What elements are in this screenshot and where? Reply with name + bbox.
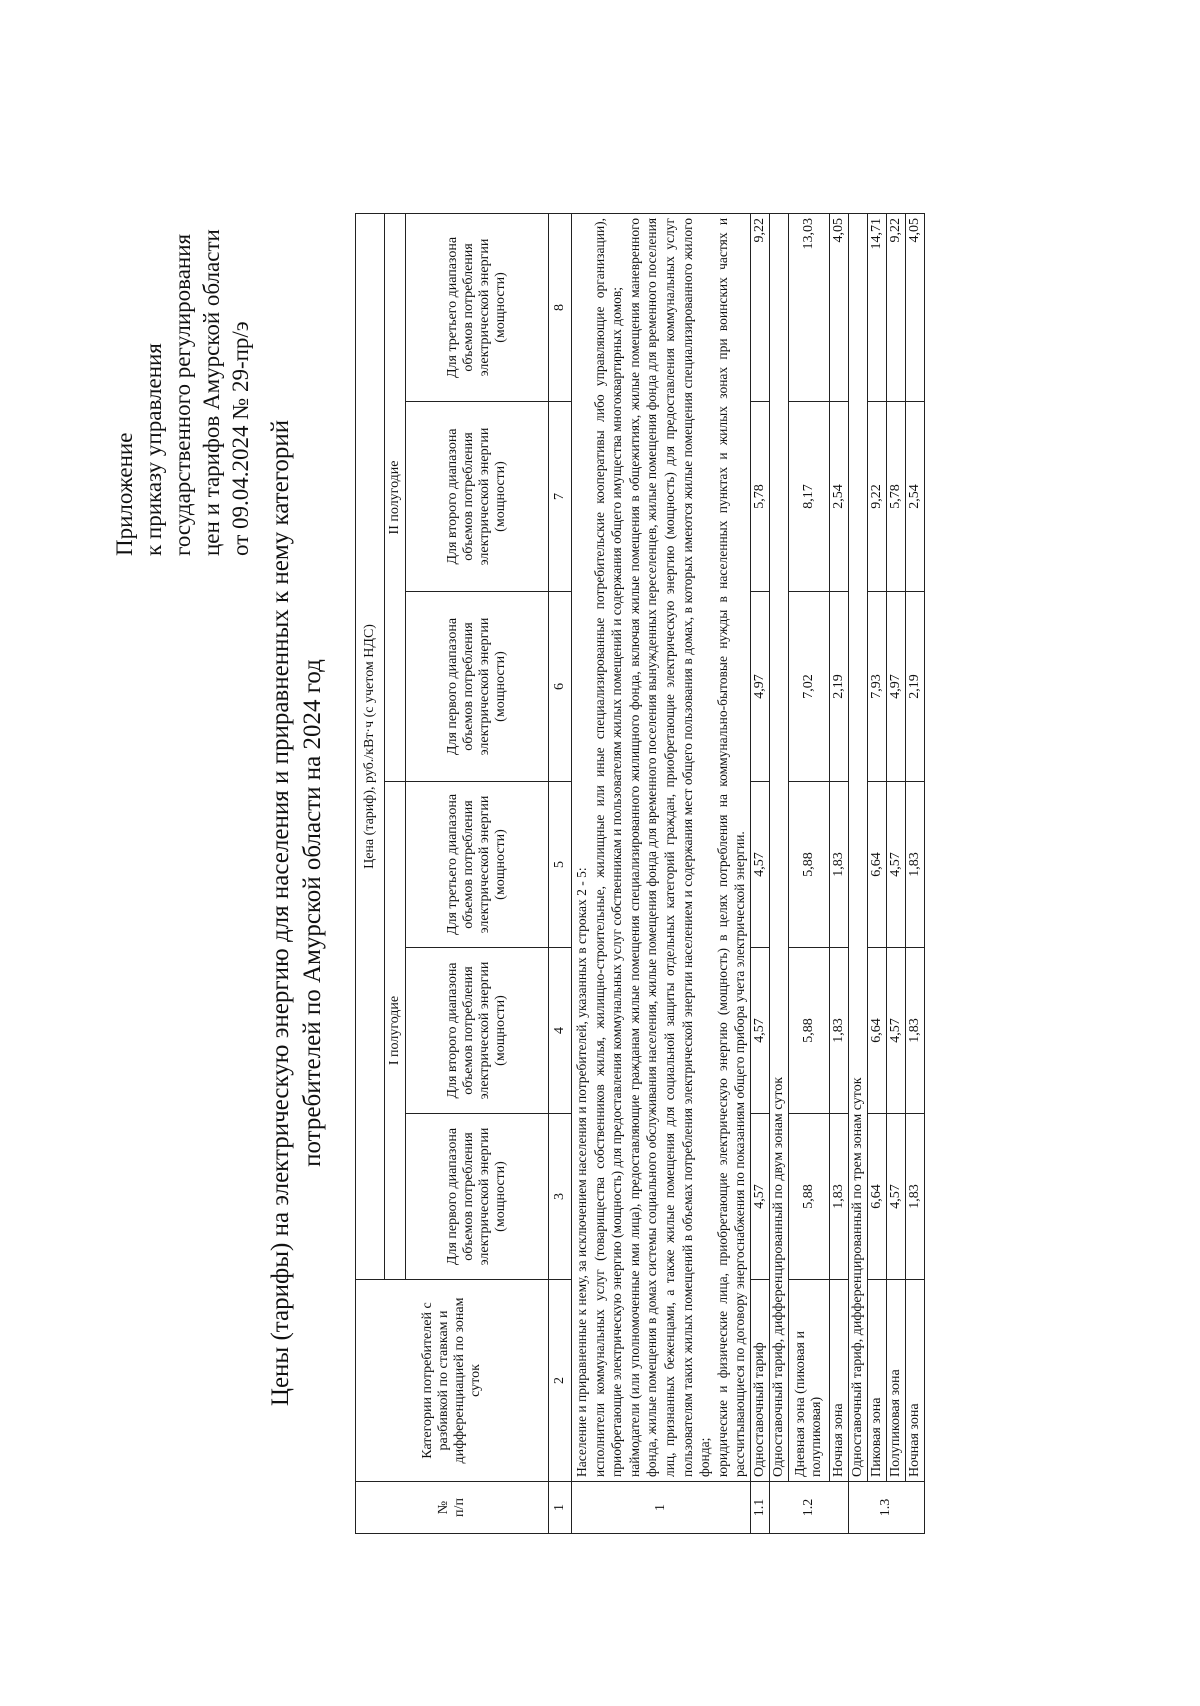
appendix-line: Приложение [112, 432, 137, 556]
appendix-line: государственного регулирования [170, 233, 195, 556]
row-1-2-header: Одноставочный тариф, дифференцированный по двум зонам суток [769, 213, 788, 1481]
column-number: 8 [549, 213, 572, 401]
column-number: 2 [549, 1280, 572, 1482]
header-sub-5: Для третьего диапазона объемов потребления электрической энергии (мощности) [406, 782, 549, 948]
table-cell: 5,88 [788, 1114, 829, 1280]
table-cell: 7,93 [867, 592, 886, 782]
header-half-2: II полугодие [385, 213, 406, 781]
header-half-1: I полугодие [385, 782, 406, 1280]
appendix-block [110, 229, 255, 556]
table-cell: 5,88 [788, 782, 829, 948]
zone-label: Пиковая зона [867, 1280, 886, 1482]
table-cell: 6,64 [867, 782, 886, 948]
column-number: 1 [549, 1482, 572, 1534]
header-sub-8: Для третьего диапазона объемов потребления электрической энергии (мощности) [406, 213, 549, 401]
table-cell: 5,78 [886, 402, 905, 592]
column-number: 5 [549, 782, 572, 948]
header-sub-6: Для первого диапазона объемов потребления электрической энергии (мощности) [406, 592, 549, 782]
header-no: № п/п [356, 1482, 549, 1534]
table-cell: 1,83 [829, 948, 848, 1114]
table-cell: 4,97 [750, 592, 769, 782]
table-cell: 5,88 [788, 948, 829, 1114]
table-cell: 7,02 [788, 592, 829, 782]
zone-label: Дневная зона (пиковая и полупиковая) [788, 1280, 829, 1482]
table-cell: 2,54 [905, 402, 924, 592]
header-category: Категории потребителей с разбивкой по ставкам и дифференциацией по зонам суток [356, 1280, 549, 1482]
table-cell: 5,78 [750, 402, 769, 592]
table-cell: 1,83 [905, 948, 924, 1114]
description-paragraph: Население и приравненные к нему, за исключением населения и потребителей, указанных в строках 2 - 5: [574, 867, 589, 1477]
table-cell: 4,57 [886, 782, 905, 948]
document-page [0, 120, 1200, 1706]
header-sub-4: Для второго диапазона объемов потребления электрической энергии (мощности) [406, 948, 549, 1114]
table-cell: 4,05 [829, 213, 848, 401]
title-line-1: Цены (тарифы) на электрическую энергию для населения и приравненных к нему категорий [267, 419, 294, 1407]
table-cell: 2,19 [829, 592, 848, 782]
header-price: Цена (тариф), руб./кВт·ч (с учетом НДС) [356, 213, 385, 1279]
table-cell: 1,83 [829, 782, 848, 948]
tariff-table [355, 213, 925, 1534]
zone-label: Ночная зона [905, 1280, 924, 1482]
row-1-2-no: 1.2 [769, 1482, 848, 1534]
group-1-no: 1 [572, 1482, 751, 1534]
appendix-line: к приказу управления [141, 343, 166, 556]
table-cell: 4,57 [886, 948, 905, 1114]
column-number: 6 [549, 592, 572, 782]
description-paragraph: юридические и физические лица, приобретающие электрическую энергию (мощность) в целях потребления на коммунально-бытовые нужды в населенных пунктах и жилых зонах при воинских частях и рассчитывающиеся по договору энергоснабжения по показаниям общего прибора учета электрической энергии. [714, 217, 748, 1477]
table-cell: 2,19 [905, 592, 924, 782]
table-cell: 2,54 [829, 402, 848, 592]
table-cell: 9,22 [750, 213, 769, 401]
table-cell: 14,71 [867, 213, 886, 401]
table-cell: 6,64 [867, 948, 886, 1114]
table-cell: 1,83 [829, 1114, 848, 1280]
table-cell: 9,22 [886, 213, 905, 401]
title-line-2: потребителей по Амурской области на 2024 год [299, 659, 326, 1167]
zone-label: Ночная зона [829, 1280, 848, 1482]
table-cell: 9,22 [867, 402, 886, 592]
row-1-1-no: 1.1 [750, 1482, 769, 1534]
table-cell: 4,57 [750, 782, 769, 948]
table-cell: 8,17 [788, 402, 829, 592]
description-paragraph: исполнители коммунальных услуг (товарищества собственников жилья, жилищно-строительные, жилищные или иные специализированные потребительские кооперативы либо управляющие организации), приобретающие электрическую энергию (мощность) для предоставления коммунальных услуг собственникам и пользователям жилых помещений и содержания общего имущества многоквартирных домов; [591, 217, 625, 1477]
document-title [265, 120, 329, 1706]
table-cell: 4,57 [886, 1114, 905, 1280]
zone-label: Полупиковая зона [886, 1280, 905, 1482]
row-1-3-header: Одноставочный тариф, дифференцированный по трем зонам суток [848, 213, 867, 1481]
column-number: 7 [549, 402, 572, 592]
row-1-1-label: Одноставочный тариф [750, 1280, 769, 1482]
appendix-line: от 09.04.2024 № 29-пр/э [228, 321, 253, 556]
table-cell: 4,57 [750, 948, 769, 1114]
table-cell: 6,64 [867, 1114, 886, 1280]
column-number: 4 [549, 948, 572, 1114]
table-cell: 4,57 [750, 1114, 769, 1280]
table-cell: 4,97 [886, 592, 905, 782]
table-cell: 1,83 [905, 782, 924, 948]
group-1-description [572, 213, 751, 1481]
description-paragraph: наймодатели (или уполномоченные ими лица), предоставляющие гражданам жилые помещения специализированного жилищного фонда, включая жилые помещения в общежитиях, жилые помещения маневренного фонда, жилые помещения в домах системы социального обслуживания населения, жилые помещения фонда для временного поселения вынужденных переселенцев, жилые помещения фонда для временного поселения лиц, признанных беженцами, а также жилые помещения для социальной защиты отдельных категорий граждан, приобретающие электрическую энергию (мощность) для предоставления коммунальных услуг пользователям таких жилых помещений в объемах потребления электрической энергии населением и содержания мест общего пользования в домах, в которых имеются жилые помещения специализированного жилого фонда; [626, 217, 713, 1477]
table-cell: 1,83 [905, 1114, 924, 1280]
header-sub-7: Для второго диапазона объемов потребления электрической энергии (мощности) [406, 402, 549, 592]
header-sub-3: Для первого диапазона объемов потребления электрической энергии (мощности) [406, 1114, 549, 1280]
row-1-3-no: 1.3 [848, 1482, 924, 1534]
appendix-line: цен и тарифов Амурской области [199, 229, 224, 556]
column-number: 3 [549, 1114, 572, 1280]
table-cell: 13,03 [788, 213, 829, 401]
table-cell: 4,05 [905, 213, 924, 401]
